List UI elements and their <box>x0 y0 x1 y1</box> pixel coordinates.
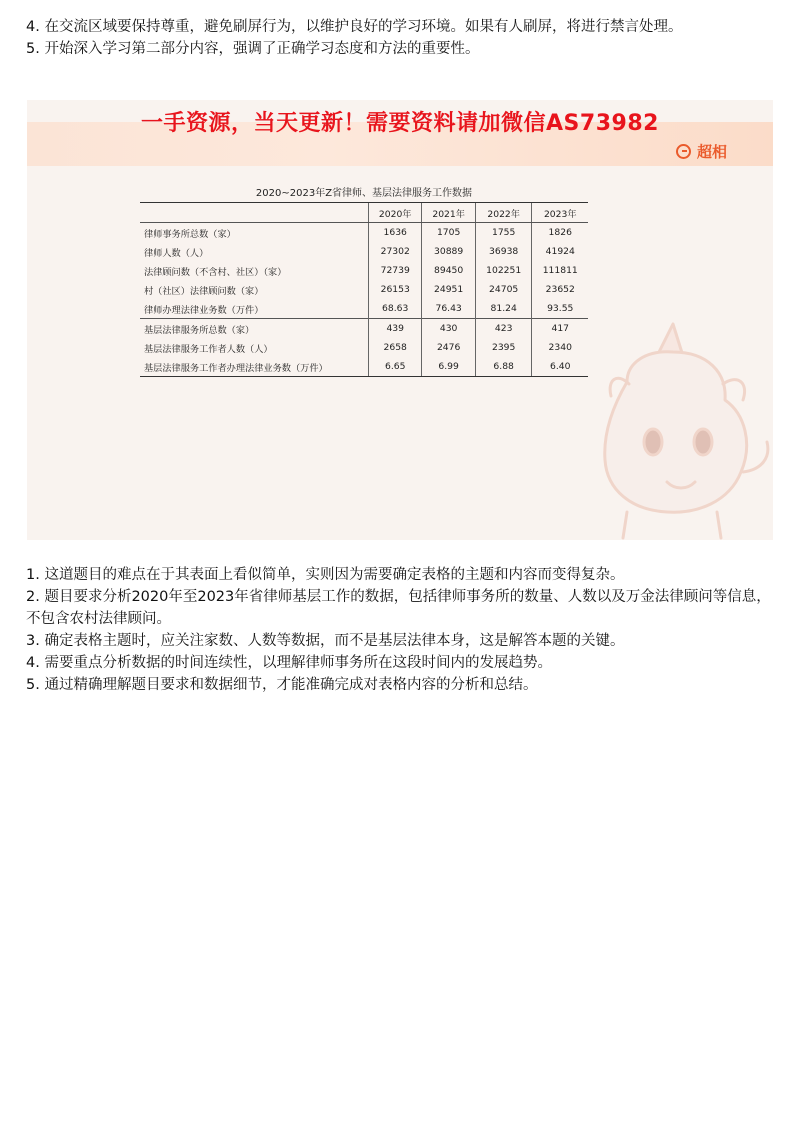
table-cell: 72739 <box>369 261 422 280</box>
list-item: 1. 这道题目的难点在于其表面上看似简单，实则因为需要确定表格的主题和内容而变得复杂。 <box>26 567 625 583</box>
table-cell: 68.63 <box>369 299 422 319</box>
list-item: 2. 题目要求分析2020年至2023年省律师基层工作的数据，包括律师事务所的数量、人数以及万金法律顾问等信息，不包含农村法律顾问。 <box>26 589 771 627</box>
row-label: 律师人数（人） <box>144 247 209 259</box>
table-cell: 1705 <box>422 223 475 243</box>
list-item: 4. 需要重点分析数据的时间连续性，以理解律师事务所在这段时间内的发展趋势。 <box>26 655 552 671</box>
table-cell: 2340 <box>532 338 588 357</box>
list-item: 3. 确定表格主题时，应关注家数、人数等数据，而不是基层法律本身，这是解答本题的关键。 <box>26 633 625 649</box>
table-cell: 423 <box>475 319 532 339</box>
row-label: 村（社区）法律顾问数（家） <box>144 285 264 297</box>
column-header: 2021年 <box>422 203 475 223</box>
table-cell: 89450 <box>422 261 475 280</box>
brand-name: 超相 <box>696 143 727 161</box>
table-cell: 6.40 <box>532 357 588 377</box>
table-cell: 76.43 <box>422 299 475 319</box>
column-header <box>140 203 369 223</box>
promo-banner: 一手资源，当天更新！需要资料请加微信AS73982 <box>141 111 659 136</box>
table-title: 2020~2023年Z省律师、基层法律服务工作数据 <box>140 186 588 203</box>
brand-icon <box>676 144 691 159</box>
table-cell: 6.99 <box>422 357 475 377</box>
analysis-list <box>26 564 774 696</box>
row-label: 律师办理法律业务数（万件） <box>144 304 264 316</box>
data-table <box>140 203 588 377</box>
row-label: 法律顾问数（不含村、社区）（家） <box>144 266 287 278</box>
table-cell: 1636 <box>369 223 422 243</box>
table-cell: 430 <box>422 319 475 339</box>
table-cell: 6.88 <box>475 357 532 377</box>
table-cell: 1755 <box>475 223 532 243</box>
table-row <box>140 357 588 377</box>
list-item: 5. 通过精确理解题目要求和数据细节，才能准确完成对表格内容的分析和总结。 <box>26 677 538 693</box>
table-cell: 23652 <box>532 280 588 299</box>
table-cell: 41924 <box>532 242 588 261</box>
data-table-container <box>140 186 588 377</box>
table-row <box>140 223 588 243</box>
table-cell: 102251 <box>475 261 532 280</box>
table-cell: 30889 <box>422 242 475 261</box>
table-row <box>140 242 588 261</box>
mascot-watermark-icon <box>567 322 773 540</box>
table-cell: 36938 <box>475 242 532 261</box>
table-cell: 2658 <box>369 338 422 357</box>
table-row <box>140 280 588 299</box>
table-row <box>140 319 588 339</box>
table-cell: 27302 <box>369 242 422 261</box>
notice-list <box>26 16 786 60</box>
row-label: 律师事务所总数（家） <box>144 228 236 240</box>
table-cell: 24951 <box>422 280 475 299</box>
table-row <box>140 338 588 357</box>
table-header-row <box>140 203 588 223</box>
row-label: 基层法律服务所总数（家） <box>140 319 369 339</box>
table-cell: 24705 <box>475 280 532 299</box>
table-cell: 111811 <box>532 261 588 280</box>
table-cell: 81.24 <box>475 299 532 319</box>
table-cell: 26153 <box>369 280 422 299</box>
table-row <box>140 261 588 280</box>
table-cell: 2476 <box>422 338 475 357</box>
brand-logo <box>676 141 727 162</box>
table-cell: 93.55 <box>532 299 588 319</box>
column-header: 2020年 <box>369 203 422 223</box>
column-header: 2023年 <box>532 203 588 223</box>
list-item: 5. 开始深入学习第二部分内容，强调了正确学习态度和方法的重要性。 <box>26 41 480 57</box>
column-header: 2022年 <box>475 203 532 223</box>
row-label: 基层法律服务工作者办理法律业务数（万件） <box>140 357 369 377</box>
screenshot-figure <box>27 100 773 540</box>
table-cell: 439 <box>369 319 422 339</box>
row-label: 基层法律服务工作者人数（人） <box>144 343 273 355</box>
table-cell: 1826 <box>532 223 588 243</box>
list-item: 4. 在交流区域要保持尊重，避免刷屏行为，以维护良好的学习环境。如果有人刷屏，将进行禁言处理。 <box>26 19 683 35</box>
table-row <box>140 299 588 319</box>
table-cell: 2395 <box>475 338 532 357</box>
table-cell: 6.65 <box>369 357 422 377</box>
table-cell: 417 <box>532 319 588 339</box>
